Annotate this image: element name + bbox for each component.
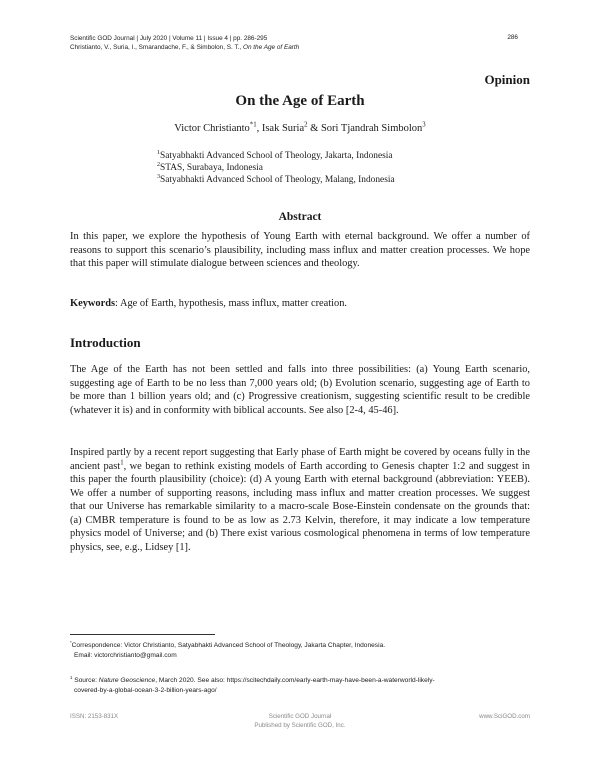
running-header xyxy=(70,34,299,52)
affiliation-list xyxy=(157,150,395,186)
author-affil-mark: *1 xyxy=(249,121,257,129)
article-category: Opinion xyxy=(484,72,530,87)
affiliation-number: 1 xyxy=(157,149,161,156)
footnote-source-label: Source: xyxy=(72,677,99,684)
introduction-heading: Introduction xyxy=(70,335,141,350)
affiliation-text: STAS, Surabaya, Indonesia xyxy=(160,163,263,173)
footnote-link-continued[interactable]: covered-by-a-global-ocean-3-2-billion-years-ago/ xyxy=(74,687,217,694)
citation-title: On the Age of Earth xyxy=(242,44,300,51)
abstract-heading: Abstract xyxy=(278,211,322,223)
affiliation-number: 2 xyxy=(157,161,161,168)
paragraph-text: Inspired partly by a recent report suggesting that Early phase of Earth might be covered by oceans fully in the ancient past xyxy=(70,447,530,472)
author-name: Sori Tjandrah Simbolon xyxy=(320,123,423,134)
journal-line: Scientific GOD Journal | July 2020 | Volume 11 | Issue 4 | pp. 286-295 xyxy=(70,35,268,42)
footer-journal: Scientific GOD Journal xyxy=(268,713,332,720)
footer-website[interactable]: www.SciGOD.com xyxy=(479,713,530,720)
footnote-divider xyxy=(70,634,215,635)
introduction-paragraph-1: The Age of the Earth has not been settled and falls into three possibilities: (a) Young Earth scenario, suggesting age of Earth to be no less than 7,000 years old; (b) Evolution scenario, suggesting age of Earth to be more than 1 billion years old; and (c) Progressive creationism, suggesting scientific result to be credible (whatever it is) and in conformity with biblical accounts. See also [2-4, 45-46]. xyxy=(70,364,530,416)
author-affil-mark: 3 xyxy=(422,121,426,129)
affiliation-text: Satyabhakti Advanced School of Theology, Jakarta, Indonesia xyxy=(160,151,393,161)
correspondence-footnote xyxy=(70,641,540,661)
footnote-marker[interactable]: 1 xyxy=(120,459,124,467)
author-name: Victor Christianto xyxy=(174,123,250,134)
page-number: 286 xyxy=(507,34,518,41)
footer-issn: ISSN: 2153-831X xyxy=(70,713,119,720)
affiliation xyxy=(157,150,395,162)
email-line[interactable]: Email: victorchristianto@gmail.com xyxy=(74,652,177,659)
footer-publisher: Published by Scientific GOD, Inc. xyxy=(254,721,346,729)
paragraph-text: , we began to rethink existing models of Earth according to Genesis chapter 1:2 and suggest in this paper the fourth plausibility (choice): (d) A young Earth with eternal background (abbreviation: YEEB). We offer a number of supporting reasons, including mass influx and matter creation processes. We suggest that our Universe has remarkable similarity to a macro-scale Bose-Einstein condensate on the grounds that: (a) CMBR temperature is found to be as low as 2.73 Kelvin, therefore, it may indicate a low temperature physics model of Universe; and (b) There exist various cosmological phenomena in terms of low temperature physics, see, e.g., Lidsey [1]. xyxy=(70,460,530,553)
keywords xyxy=(70,297,530,311)
correspondence-line xyxy=(70,641,540,651)
introduction-paragraph-2 xyxy=(70,446,530,554)
footnote-number: 1 xyxy=(70,674,73,680)
citation-line xyxy=(70,43,299,52)
author-affil-mark: 2 xyxy=(304,121,308,129)
affiliation xyxy=(157,162,395,174)
keywords-list: : Age of Earth, hypothesis, mass influx, matter creation. xyxy=(115,298,348,309)
abstract-body: In this paper, we explore the hypothesis of Young Earth with eternal background. We offer a number of reasons to support this scenario’s plausibility, including mass influx and matter creation processes. We hope that this paper will stimulate dialogue between sciences and theology. xyxy=(70,231,530,269)
author-list xyxy=(0,123,600,134)
correspondence-mark: * xyxy=(70,639,72,645)
keywords-label: Keywords xyxy=(70,298,116,309)
author-separator: , xyxy=(256,123,262,134)
affiliation-text: Satyabhakti Advanced School of Theology, Malang, Indonesia xyxy=(160,175,395,185)
author-name: Isak Suria xyxy=(261,123,305,134)
author-separator: & xyxy=(307,123,321,134)
footnote-1 xyxy=(70,676,540,696)
correspondence-text: Correspondence: Victor Christianto, Satyabhakti Advanced School of Theology, Jakarta Chapter, Indonesia. xyxy=(71,642,386,649)
affiliation-number: 3 xyxy=(157,173,161,180)
article-title: On the Age of Earth xyxy=(235,93,365,109)
affiliation xyxy=(157,174,395,186)
citation-authors: Christianto, V., Suria, I., Smarandache, F., & Simbolon, S. T., xyxy=(70,44,243,51)
footnote-source-link[interactable]: , March 2020. See also: https://scitechdaily.com/early-earth-may-have-been-a-waterworld-likely- xyxy=(155,677,435,684)
footnote-line xyxy=(70,676,540,686)
footnote-source-name: Nature Geoscience xyxy=(98,677,156,684)
